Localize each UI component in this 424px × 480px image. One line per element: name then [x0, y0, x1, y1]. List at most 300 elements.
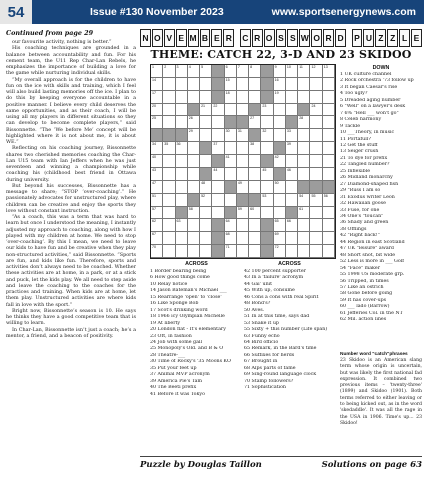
grid-cell: [225, 142, 237, 155]
clue-item: 42 100 percent supporter: [244, 269, 306, 274]
grid-cell-number: 5: [201, 65, 204, 69]
clue-item: 7 6% "Hell ___ won't go": [340, 110, 399, 116]
article-body: [6, 39, 136, 339]
grid-cell-number: 71: [225, 245, 230, 250]
grid-cell-number: 65: [274, 219, 279, 224]
grid-cell: [188, 168, 200, 181]
grid-cell: [261, 207, 273, 220]
grid-cell: [151, 168, 163, 181]
grid-cell: [323, 65, 335, 78]
grid-cell: [286, 155, 298, 168]
grid-cell-number: 31: [237, 129, 242, 134]
grid-cell-number: 21: [201, 103, 206, 108]
grid-cell-number: 28: [299, 116, 304, 121]
grid-cell: [163, 168, 175, 181]
banner-letter: Z: [387, 29, 398, 47]
grid-cell: [310, 91, 322, 104]
grid-cell: [151, 155, 163, 168]
grid-cell: [225, 91, 237, 104]
grid-cell-number: 59: [237, 206, 242, 211]
puzzle-footer: [140, 456, 422, 470]
grid-cell: [274, 129, 286, 142]
grid-cell: [237, 207, 249, 220]
grid-cell-number: 20: [152, 103, 156, 108]
grid-cell: [200, 207, 212, 220]
grid-cell: [188, 129, 200, 142]
grid-cell-number: 41: [225, 155, 230, 160]
grid-cell: [249, 219, 261, 232]
down-clues: [340, 65, 422, 324]
grid-block: [151, 129, 163, 142]
grid-cell: [249, 91, 261, 104]
grid-cell: [286, 142, 298, 155]
clue-item: 42 "Right back!": [340, 233, 380, 239]
grid-cell-number: 45: [262, 167, 267, 172]
grid-cell: [151, 142, 163, 155]
grid-cell-number: 43: [152, 167, 156, 172]
clue-item: 37 Animal MVP acronym: [150, 372, 210, 378]
issue-label: Issue #130 November 2023: [90, 6, 224, 18]
clue-item: 18 1966 icy Olympian Michelle: [150, 314, 225, 320]
grid-cell: [176, 181, 188, 194]
grid-cell: [298, 232, 310, 245]
grid-cell-number: 69: [274, 232, 279, 237]
grid-cell-number: 64: [225, 219, 230, 224]
grid-cell: [323, 232, 335, 245]
grid-cell: [249, 65, 261, 78]
grid-cell: [323, 129, 335, 142]
clue-item: 62 Mil. action lines: [340, 317, 387, 323]
grid-cell-number: 11: [299, 65, 303, 69]
grid-cell: [298, 129, 310, 142]
grid-cell: [237, 219, 249, 232]
grid-cell-number: 62: [152, 219, 156, 224]
clue-item: 60 ___ lado (Barrow): [340, 304, 390, 310]
grid-cell: [298, 155, 310, 168]
grid-block: [261, 78, 273, 91]
grid-block: [261, 232, 273, 245]
grid-block: [323, 181, 335, 194]
grid-cell: [212, 168, 224, 181]
clue-item: 36 Shady and green: [340, 220, 389, 226]
grid-cell-number: 4: [188, 65, 191, 69]
grid-cell: [200, 245, 212, 258]
grid-cell: [237, 91, 249, 104]
banner-letter: B: [200, 29, 211, 47]
grid-cell-number: 48: [201, 180, 206, 185]
grid-cell-number: 42: [274, 155, 279, 160]
grid-cell: [151, 65, 163, 78]
grid-cell: [163, 155, 175, 168]
grid-block: [261, 65, 273, 78]
grid-cell: [298, 245, 310, 258]
grid-cell: [176, 219, 188, 232]
grid-cell: [200, 129, 212, 142]
across-clues-right: [244, 269, 338, 392]
grid-cell-number: 30: [225, 129, 230, 134]
grid-cell-number: 49: [237, 180, 242, 185]
grid-cell: [298, 142, 310, 155]
grid-cell-number: 38: [250, 142, 255, 147]
clue-item: 34 One's "toucan": [340, 213, 384, 219]
page-number: 54: [0, 0, 32, 24]
grid-cell: [225, 168, 237, 181]
clue-item: 15 Rearrange 'open' to 'close': [150, 294, 222, 300]
grid-cell: [163, 194, 175, 207]
grid-cell-number: 37: [213, 142, 218, 147]
clue-item: 58 Gone before going: [340, 291, 393, 297]
grid-cell: [298, 116, 310, 129]
banner-letter: D: [335, 29, 346, 47]
grid-cell: [151, 232, 163, 245]
banner-letter: O: [311, 29, 322, 47]
grid-cell-number: 40: [152, 155, 156, 160]
across-heading-2: ACROSS: [278, 261, 301, 267]
clue-item: 57 Like an ostrich: [340, 284, 384, 290]
clue-item: 11 Portafull?: [340, 136, 371, 142]
grid-cell: [237, 232, 249, 245]
grid-cell: [286, 181, 298, 194]
crossword-grid: [150, 64, 336, 259]
grid-cell: [261, 129, 273, 142]
grid-cell: [261, 194, 273, 207]
grid-cell: [310, 104, 322, 117]
grid-cell: [249, 78, 261, 91]
grid-block: [298, 104, 310, 117]
grid-cell: [249, 142, 261, 155]
grid-cell-number: 29: [188, 129, 193, 134]
banner-letter: N: [140, 29, 151, 47]
grid-block: [176, 207, 188, 220]
puzzle-theme: THEME: CATCH 22, 3-D AND 23 SKIDOO: [150, 48, 412, 61]
banner-letter: R: [252, 29, 263, 47]
grid-cell: [176, 194, 188, 207]
grid-block: [261, 245, 273, 258]
grid-block: [188, 194, 200, 207]
grid-cell: [225, 78, 237, 91]
grid-cell: [310, 129, 322, 142]
clue-item: 3 It began Caesar's rise: [340, 84, 398, 90]
grid-cell: [274, 219, 286, 232]
grid-cell: [286, 232, 298, 245]
clue-item: 44 Region in east Scotland: [340, 239, 405, 245]
grid-block: [261, 155, 273, 168]
grid-cell: [286, 65, 298, 78]
clue-item: 65 Remark, in the Bard's time: [244, 346, 317, 352]
grid-cell: [176, 91, 188, 104]
grid-cell: [286, 91, 298, 104]
grid-cell: [163, 245, 175, 258]
grid-cell: [151, 116, 163, 129]
grid-cell: [200, 219, 212, 232]
grid-cell: [310, 142, 322, 155]
page-header: [0, 0, 424, 24]
clue-item: 12 Get the stuff: [340, 142, 378, 148]
grid-cell: [163, 116, 175, 129]
clue-item: 61 Jefferies Col. in the NT: [340, 310, 403, 316]
clue-item: 38 Offlings: [340, 226, 367, 232]
grid-cell-number: 67: [152, 232, 156, 237]
grid-cell-number: 63: [176, 219, 181, 224]
grid-block: [163, 129, 175, 142]
banner-letter: E: [411, 29, 422, 47]
clue-item: 50 Aves.: [244, 307, 265, 313]
grid-cell: [225, 129, 237, 142]
grid-cell: [163, 91, 175, 104]
grid-cell-number: 25: [152, 116, 156, 121]
grid-cell-number: 34: [152, 142, 156, 147]
grid-cell: [237, 78, 249, 91]
grid-cell: [261, 142, 273, 155]
grid-cell: [286, 194, 298, 207]
banner-letter: L: [399, 29, 410, 47]
grid-cell-number: 36: [176, 142, 181, 147]
clue-item: 24 Job with some gall: [150, 339, 202, 345]
grid-cell: [176, 104, 188, 117]
grid-cell: [225, 155, 237, 168]
grid-cell: [200, 232, 212, 245]
grid-cell: [163, 104, 175, 117]
clue-item: 17 Scot's drinking word: [150, 307, 208, 313]
grid-cell: [298, 194, 310, 207]
clue-item: 13 Seiger crush: [340, 149, 379, 155]
clue-item: 30 Time of Rocky's '35 Moons KO: [150, 359, 231, 365]
grid-cell: [249, 155, 261, 168]
grid-cell: [323, 245, 335, 258]
clue-item: 6 "Well" on a lawyer's desk: [340, 104, 406, 110]
clue-item: 48 Bond's?: [244, 301, 271, 307]
grid-cell-number: 35: [164, 142, 169, 147]
clue-item: 31 Exodus writer Leon: [340, 194, 395, 200]
grid-cell: [323, 155, 335, 168]
grid-cell: [176, 78, 188, 91]
banner-letter: S: [287, 29, 298, 47]
grid-cell-number: 46: [286, 167, 291, 172]
grid-cell-number: 14: [152, 77, 156, 82]
grid-cell-number: 6: [225, 65, 228, 69]
grid-cell: [151, 194, 163, 207]
grid-cell: [298, 78, 310, 91]
clue-item: 1 Border bearing being: [150, 269, 207, 274]
crossword-puzzle: [140, 29, 422, 477]
grid-cell: [188, 65, 200, 78]
grid-cell: [323, 219, 335, 232]
clue-item: 59 It has cover-ups: [340, 297, 387, 303]
clue-item: 39 America Pie's Tam: [150, 378, 203, 384]
grid-cell: [310, 65, 322, 78]
grid-cell: [225, 245, 237, 258]
clue-item: 28 Theatre-___: [150, 352, 186, 358]
banner-letter: S: [276, 29, 287, 47]
grid-block: [249, 129, 261, 142]
across-heading: ACROSS: [185, 261, 208, 267]
clue-item: 41 Before it was Tokyo: [150, 391, 205, 397]
grid-cell-number: 47: [152, 180, 156, 185]
across-clues-left: [150, 269, 244, 398]
grid-cell: [212, 116, 224, 129]
grid-cell: [249, 245, 261, 258]
grid-block: [249, 194, 261, 207]
grid-cell: [261, 181, 273, 194]
grid-cell-number: 27: [250, 116, 255, 121]
grid-cell: [151, 245, 163, 258]
clue-item: 4 Too ugly?: [340, 91, 368, 97]
note-title: Number word "catch"phrases: [340, 352, 408, 357]
clue-item: 10 Relay notice: [150, 281, 188, 287]
clue-item: 51 In at this time, says dad: [244, 314, 310, 320]
grid-block: [200, 168, 212, 181]
clue-item: 56 Tripped, in times: [340, 278, 389, 284]
grid-block: [212, 91, 224, 104]
grid-cell: [176, 65, 188, 78]
grid-cell: [274, 116, 286, 129]
grid-block: [249, 104, 261, 117]
grid-cell-number: 7: [237, 65, 240, 69]
grid-cell: [188, 142, 200, 155]
grid-cell: [310, 207, 322, 220]
clue-item: 1 UK culture channel: [340, 72, 392, 77]
grid-cell: [286, 129, 298, 142]
grid-cell: [249, 232, 261, 245]
grid-cell: [286, 104, 298, 117]
grid-cell: [323, 142, 335, 155]
note-text: 23 Skidoo is an American slang term whose origin is uncertain, but was likely the first national fad expression. It combined two previous items – 'twenty-three' (1899) and Skidoo (1901). Both terms referred to either leaving or to being kicked out, as in the word 'skedaddle'. It was all the rage in the USA in 1906. Time's up... 23 Skidoo!: [340, 358, 422, 426]
solutions-pointer: Solutions on page 63: [321, 459, 422, 470]
grid-cell-number: 12: [311, 65, 316, 69]
grid-cell: [176, 232, 188, 245]
grid-cell: [237, 65, 249, 78]
clue-item: 70 Stamp followers?: [244, 378, 294, 384]
banner-letter: P: [352, 29, 363, 47]
banner-letter: [347, 29, 351, 47]
grid-cell-number: 8: [250, 65, 253, 69]
banner-letter: R: [323, 29, 334, 47]
grid-cell: [212, 129, 224, 142]
grid-block: [225, 181, 237, 194]
clue-item: 55 Sixty + this number (Life span): [244, 327, 328, 333]
clue-item: 25 Inflexible: [340, 168, 371, 174]
grid-cell: [237, 104, 249, 117]
banner-letter: Z: [375, 29, 386, 47]
grid-block: [200, 142, 212, 155]
down-heading: DOWN: [372, 65, 390, 71]
clue-item: 40 The Beeti prefix: [150, 385, 197, 391]
grid-cell: [151, 219, 163, 232]
grid-cell: [274, 65, 286, 78]
clue-item: 55 1998 US moderate grp.: [340, 272, 405, 278]
grid-cell: [212, 207, 224, 220]
clue-item: 10 ___Theory, in music: [340, 130, 395, 136]
grid-block: [274, 142, 286, 155]
grid-cell: [310, 168, 322, 181]
grid-cell: [163, 78, 175, 91]
clue-item: 68 Alps parts of fame: [244, 365, 296, 371]
grid-cell-number: 1: [152, 65, 154, 69]
grid-cell: [274, 207, 286, 220]
article-paragraph: our favourite activity, nothing is better.”: [12, 39, 112, 45]
grid-block: [212, 245, 224, 258]
grid-cell: [237, 155, 249, 168]
down-clue-list: [340, 72, 422, 324]
grid-cell: [310, 155, 322, 168]
grid-cell: [310, 116, 322, 129]
grid-cell: [323, 104, 335, 117]
catchphrase-note: [340, 352, 422, 427]
grid-cell: [188, 207, 200, 220]
article-paragraph: His coaching techniques are grounded in a balance between accountability and fun. For his cement team, the U11 Rep Char-Lan Rebels, he emphasizes the importance of building a love for the game while nurturing individual skills.: [6, 45, 136, 77]
grid-cell-number: 58: [188, 206, 193, 211]
article-paragraph: Reflecting on his coaching journey, Bissonnette shares two cherished memories coaching the Char-Lan U15 team with Ian Jeffers when he was just seventeen and winning a championship while coaching his (childhood best friend in Ottawa during university.: [6, 145, 136, 183]
clue-item: 25 Monopoly's Old. and B & O: [150, 346, 224, 352]
banner-letter: C: [240, 29, 251, 47]
grid-cell: [163, 207, 175, 220]
grid-cell: [286, 78, 298, 91]
grid-block: [225, 207, 237, 220]
grid-block: [212, 78, 224, 91]
site-url[interactable]: www.sportsenergynews.com: [271, 6, 416, 18]
clue-item: 21 To dye for prefix: [340, 155, 388, 161]
grid-cell: [249, 168, 261, 181]
grid-cell-number: 52: [201, 193, 206, 198]
grid-cell: [188, 232, 200, 245]
grid-block: [310, 181, 322, 194]
grid-cell: [274, 78, 286, 91]
grid-cell-number: 26: [188, 116, 193, 121]
clue-item: 33 Fuse, for one: [340, 207, 380, 213]
grid-cell: [176, 116, 188, 129]
clue-item: 44 Gai' unit: [244, 281, 273, 287]
grid-block: [212, 155, 224, 168]
grid-cell: [274, 245, 286, 258]
grid-cell: [225, 65, 237, 78]
grid-cell-number: 60: [250, 206, 255, 211]
grid-cell-number: 56: [323, 193, 328, 198]
banner-letter: W: [299, 29, 310, 47]
grid-cell: [200, 104, 212, 117]
grid-cell: [212, 142, 224, 155]
grid-block: [274, 168, 286, 181]
grid-cell: [225, 104, 237, 117]
grid-cell-number: 9: [274, 65, 277, 69]
grid-cell: [323, 194, 335, 207]
grid-cell: [163, 65, 175, 78]
clue-item: 23 Oft, in fashion: [150, 333, 192, 339]
clue-item: 20 London flat - It's elementary: [150, 327, 226, 333]
clue-item: 45 With up, consume: [244, 288, 295, 294]
clue-item: 26 Midland monarchy: [340, 175, 393, 181]
clue-item: 71 Sophistication: [244, 385, 286, 391]
grid-cell-number: 13: [323, 65, 328, 69]
grid-cell-number: 72: [274, 245, 279, 250]
clue-item: 53 Snake it up: [244, 320, 279, 326]
grid-cell: [323, 78, 335, 91]
grid-cell: [274, 232, 286, 245]
grid-cell: [188, 245, 200, 258]
grid-cell: [274, 91, 286, 104]
grid-cell: [200, 65, 212, 78]
grid-cell: [200, 78, 212, 91]
clue-item: 19 At liberty: [150, 320, 181, 326]
grid-cell: [310, 194, 322, 207]
grid-block: [212, 219, 224, 232]
grid-cell: [261, 168, 273, 181]
grid-cell: [176, 168, 188, 181]
clue-item: 5 Dreaded aging number: [340, 97, 401, 103]
grid-cell: [237, 181, 249, 194]
grid-cell: [188, 155, 200, 168]
grid-cell: [310, 78, 322, 91]
puzzle-byline: Puzzle by Douglas Taillon: [140, 459, 262, 470]
